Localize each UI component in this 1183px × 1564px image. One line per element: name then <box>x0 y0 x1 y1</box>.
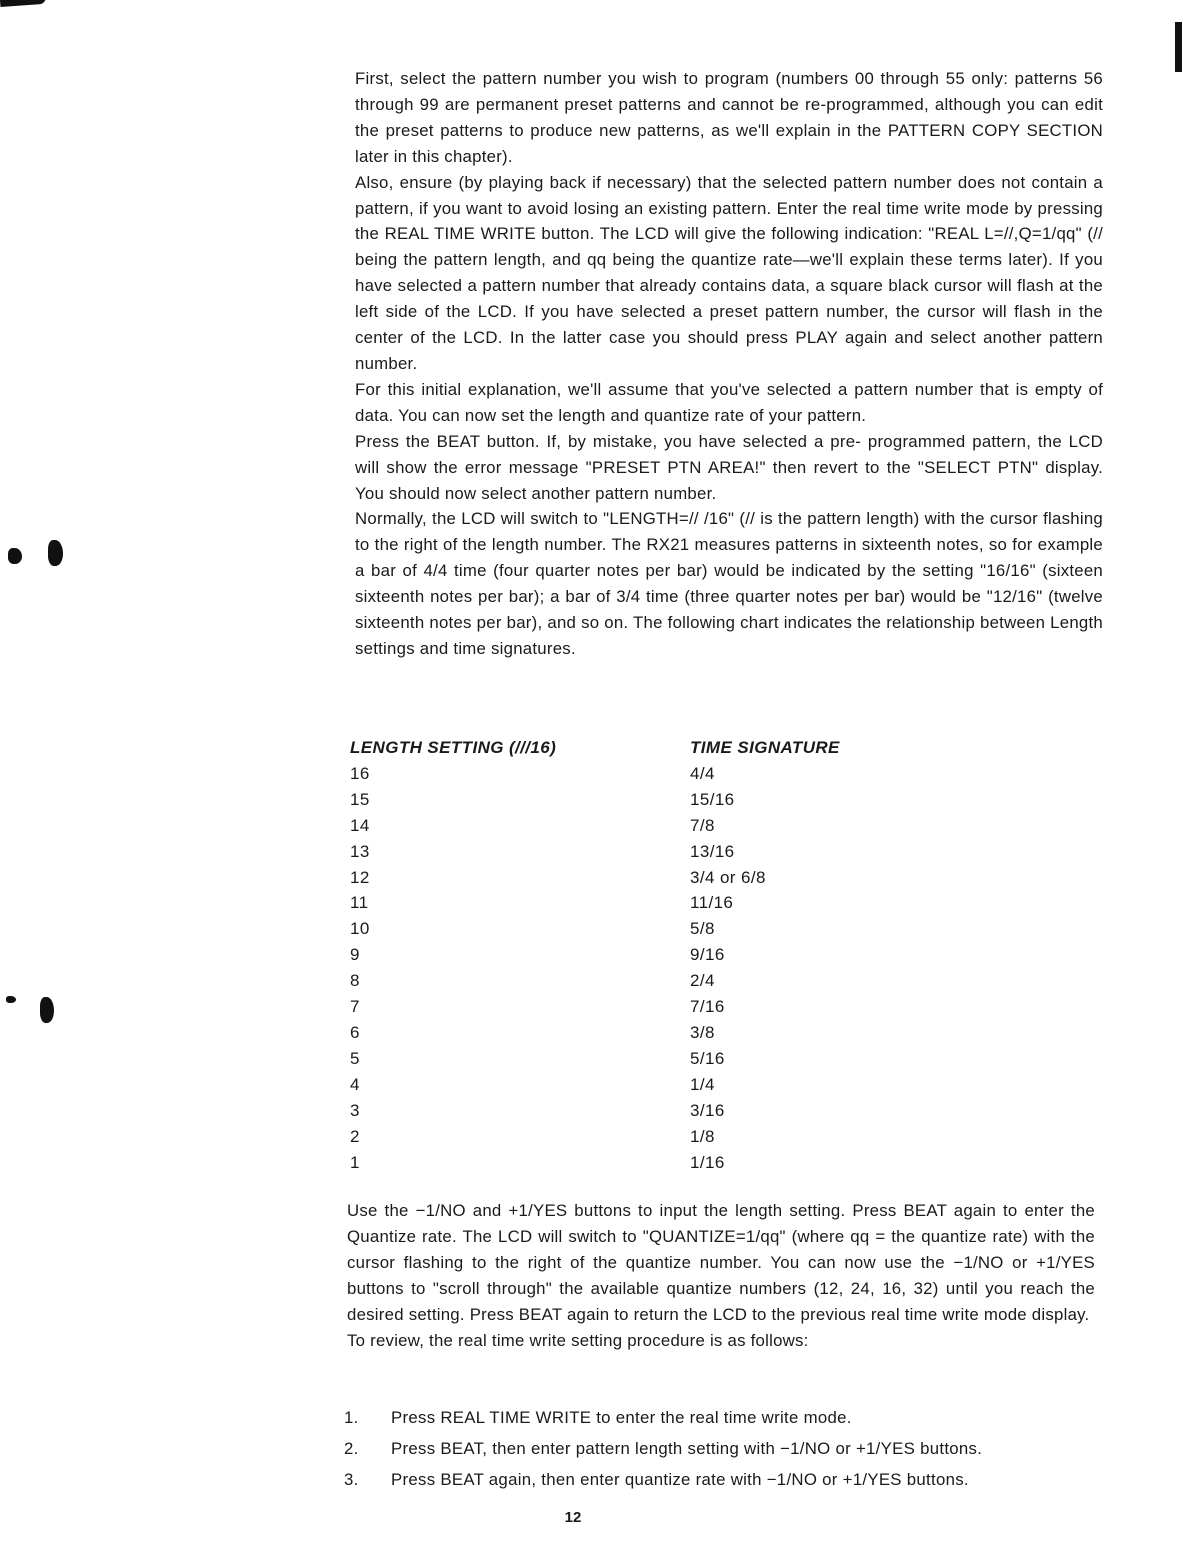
length-cell: 7 <box>350 997 360 1017</box>
table-row <box>350 813 950 839</box>
time-cell: 7/16 <box>690 997 725 1017</box>
time-cell: 15/16 <box>690 789 735 809</box>
time-cell: 5/8 <box>690 919 715 939</box>
list-item <box>344 1402 1104 1433</box>
table-row <box>350 1098 950 1124</box>
table-row <box>350 890 950 916</box>
length-cell: 1 <box>350 1152 360 1172</box>
time-cell: 3/4 or 6/8 <box>690 867 766 887</box>
procedure-list <box>344 1402 1104 1495</box>
page-number: 12 <box>564 1509 582 1526</box>
step-text: Press REAL TIME WRITE to enter the real time write mode. <box>391 1407 852 1427</box>
header-length-setting: LENGTH SETTING (///16) <box>350 738 557 757</box>
time-cell: 13/16 <box>690 841 735 861</box>
length-cell: 16 <box>350 763 370 783</box>
time-cell: 5/16 <box>690 1048 725 1068</box>
step-number: 3. <box>344 1469 359 1489</box>
length-cell: 12 <box>350 867 370 887</box>
header-time-signature: TIME SIGNATURE <box>690 738 840 757</box>
table-row <box>350 1020 950 1046</box>
step-number: 2. <box>344 1438 359 1458</box>
length-cell: 13 <box>350 841 370 861</box>
binder-hole-mark <box>8 548 22 564</box>
table-row <box>350 968 950 994</box>
length-cell: 11 <box>350 893 369 913</box>
table-row <box>350 1124 950 1150</box>
table-header <box>350 735 950 761</box>
table-row <box>350 1046 950 1072</box>
time-cell: 11/16 <box>690 893 734 913</box>
table-row <box>350 942 950 968</box>
intro-text <box>355 66 1103 662</box>
table-row <box>350 761 950 787</box>
paragraph: Normally, the LCD will switch to "LENGTH=// /16" (// is the pattern length) with the cursor flashing to the right of the length number. The RX21 measures patterns in sixteenth notes, so for example a bar of 4/4 time (four quarter notes per bar) would be indicated by the setting "16/16" (sixteen sixteenth notes per bar); a bar of 3/4 time (three quarter notes per bar) would be "12/16" (twelve sixteenth notes per bar), and so on. The following chart indicates the relationship between Length settings and time signatures. <box>355 509 1103 658</box>
list-item <box>344 1433 1104 1464</box>
time-cell: 1/4 <box>690 1074 715 1094</box>
paragraph: For this initial explanation, we'll assume that you've selected a pattern number that is empty of data. You can now set the length and quantize rate of your pattern. <box>355 379 1103 425</box>
step-text: Press BEAT, then enter pattern length setting with −1/NO or +1/YES buttons. <box>391 1438 983 1458</box>
length-cell: 5 <box>350 1048 360 1068</box>
paragraph: To review, the real time write setting procedure is as follows: <box>347 1330 809 1350</box>
table-row <box>350 916 950 942</box>
step-text: Press BEAT again, then enter quantize rate with −1/NO or +1/YES buttons. <box>391 1469 969 1489</box>
length-cell: 15 <box>350 789 370 809</box>
closing-text <box>347 1198 1095 1353</box>
paragraph: First, select the pattern number you wish to program (numbers 00 through 55 only: patterns 56 through 99 are permanent preset patterns and cannot be re-programmed, although you can edit the preset patterns to produce new patterns, as we'll explain in the PATTERN COPY SECTION later in this chapter). <box>355 69 1103 166</box>
scan-edge-mark <box>0 0 46 7</box>
table-row <box>350 1072 950 1098</box>
time-cell: 3/16 <box>690 1100 725 1120</box>
length-cell: 14 <box>350 815 370 835</box>
table-row <box>350 787 950 813</box>
time-cell: 4/4 <box>690 763 715 783</box>
time-cell: 7/8 <box>690 815 715 835</box>
table-row <box>350 839 950 865</box>
time-cell: 9/16 <box>690 945 725 965</box>
binder-hole-mark <box>6 996 16 1003</box>
time-cell: 2/4 <box>690 971 715 991</box>
paragraph: Also, ensure (by playing back if necessary) that the selected pattern number does not contain a pattern, if you want to avoid losing an existing pattern. Enter the real time write mode by pressing the REAL TIME WRITE button. The LCD will give the following indication: "REAL L=//,Q=1/qq" (// being the pattern length, and qq being the quantize rate—we'll explain these terms later). If you have selected a pattern number that already contains data, a square black cursor will flash at the left side of the LCD. If you have selected a preset pattern number, the cursor will flash in the center of the LCD. In the latter case you should press PLAY again and select another pattern number. <box>355 172 1103 373</box>
scan-edge-mark <box>1175 22 1182 72</box>
paragraph: Press the BEAT button. If, by mistake, you have selected a pre- programmed pattern, the LCD will show the error message "PRESET PTN AREA!" then revert to the "SELECT PTN" display. You should now select another pattern number. <box>355 431 1103 503</box>
length-cell: 2 <box>350 1126 360 1146</box>
length-time-signature-table <box>350 735 950 1175</box>
table-row <box>350 994 950 1020</box>
step-number: 1. <box>344 1407 359 1427</box>
paragraph: Use the −1/NO and +1/YES buttons to input the length setting. Press BEAT again to enter the Quantize rate. The LCD will switch to "QUANTIZE=1/qq" (where qq = the quantize rate) with the cursor flashing to the right of the quantize number. You can now use the −1/NO or +1/YES buttons to "scroll through" the available quantize numbers (12, 24, 16, 32) until you reach the desired setting. Press BEAT again to return the LCD to the previous real time write mode display. <box>347 1201 1095 1324</box>
length-cell: 9 <box>350 945 360 965</box>
time-cell: 1/8 <box>690 1126 715 1146</box>
length-cell: 6 <box>350 1022 360 1042</box>
list-item <box>344 1464 1104 1495</box>
table-row <box>350 1150 950 1176</box>
binder-hole-mark <box>48 540 63 566</box>
time-cell: 1/16 <box>690 1152 725 1172</box>
binder-hole-mark <box>40 997 54 1023</box>
length-cell: 8 <box>350 971 360 991</box>
length-cell: 3 <box>350 1100 360 1120</box>
length-cell: 4 <box>350 1074 360 1094</box>
table-row <box>350 865 950 891</box>
time-cell: 3/8 <box>690 1022 715 1042</box>
length-cell: 10 <box>350 919 370 939</box>
